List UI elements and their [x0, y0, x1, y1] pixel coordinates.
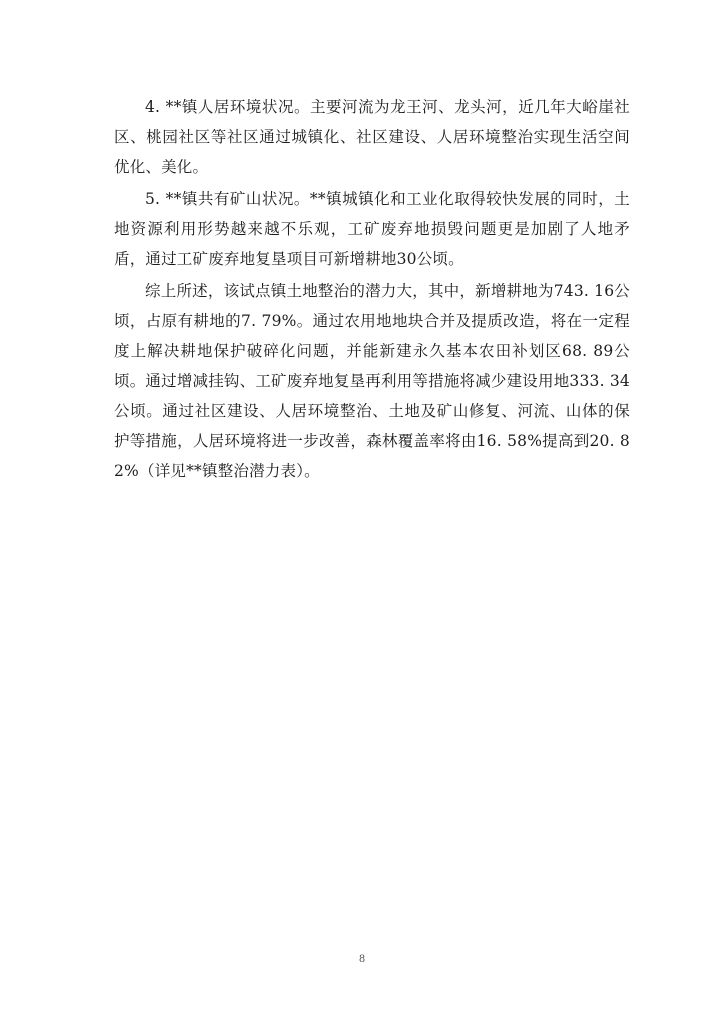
page-number: 8 — [358, 954, 366, 965]
paragraph-residential-environment: 4. **镇人居环境状况。主要河流为龙王河、龙头河，近几年大峪崖社区、桃园社区等社区通过城镇化、社区建设、人居环境整治实现生活空间优化、美化。 — [114, 98, 630, 176]
paragraph-summary: 综上所述，该试点镇土地整治的潜力大，其中，新增耕地为743. 16公顷，占原有耕地的7. 79%。通过农用地地块合并及提质改造，将在一定程度上解决耕地保护破碎化问题，并能新建永久基本农田补划区68. 89公顷。通过增减挂钩、工矿废弃地复垦再利用等措施将减少建设用地333. 34公顷。通过社区建设、人居环境整治、土地及矿山修复、河流、山体的保护等措施，人居环境将进一步改善，森林覆盖率将由16. 58%提高到20. 82%（详见**镇整治潜力表）。 — [114, 282, 630, 480]
paragraph-mining-status: 5. **镇共有矿山状况。**镇城镇化和工业化取得较快发展的同时，土地资源利用形势越来越不乐观，工矿废弃地损毁问题更是加剧了人地矛盾，通过工矿废弃地复垦项目可新增耕地30公顷。 — [114, 190, 630, 268]
document-body — [114, 92, 630, 486]
